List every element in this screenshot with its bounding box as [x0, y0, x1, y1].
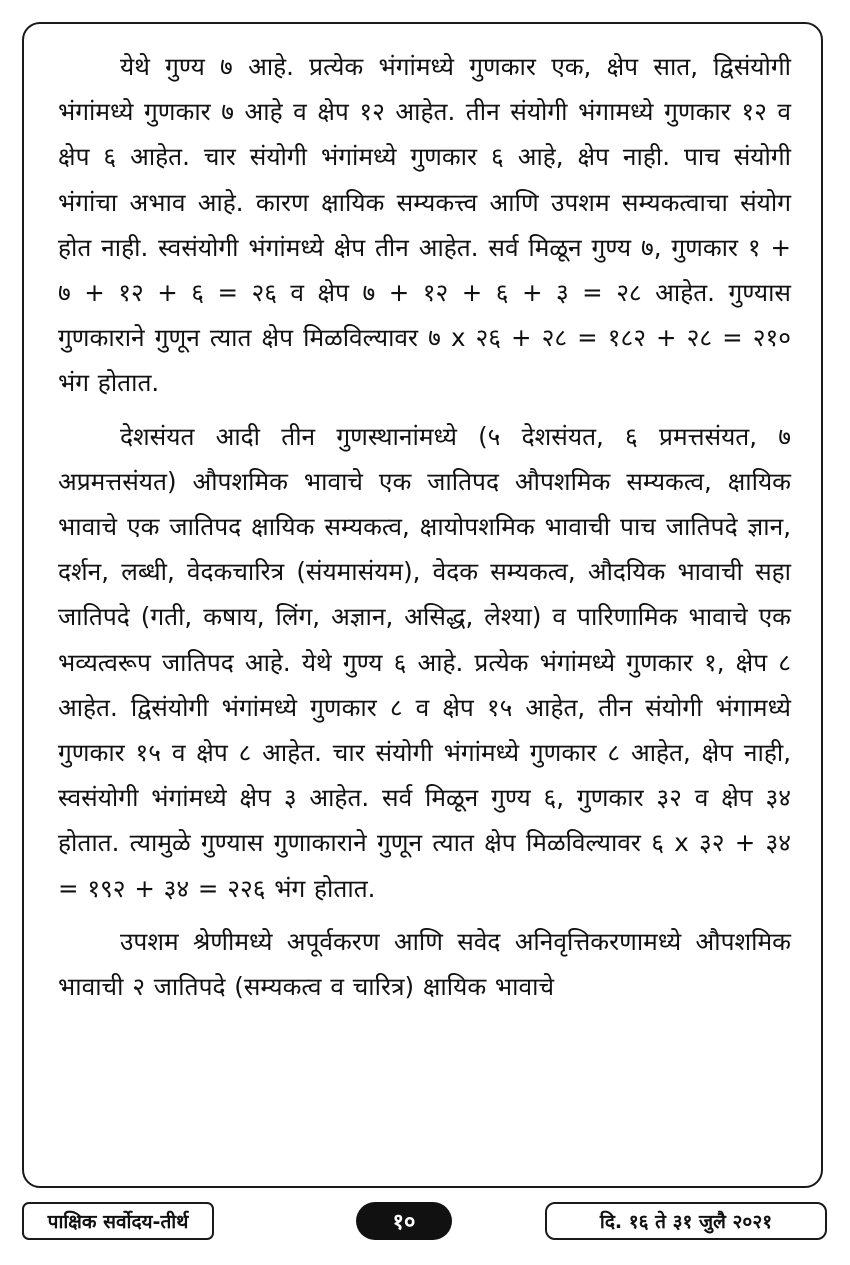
issue-date: दि. १६ ते ३१ जुलै २०२१: [545, 1202, 827, 1240]
paragraph-1: येथे गुण्य ७ आहे. प्रत्येक भंगांमध्ये गुणकार एक, क्षेप सात, द्विसंयोगी भंगांमध्ये गुणकार ७ आहे व क्षेप १२ आहेत. तीन संयोगी भंगामध्ये गुणकार १२ व क्षेप ६ आहेत. चार संयोगी भंगांमध्ये गुणकार ६ आहे, क्षेप नाही. पाच संयोगी भंगांचा अभाव आहे. कारण क्षायिक सम्यकत्त्व आणि उपशम सम्यकत्वाचा संयोग होत नाही. स्वसंयोगी भंगांमध्ये क्षेप तीन आहेत. सर्व मिळून गुण्य ७, गुणकार १ + ७ + १२ + ६ = २६ व क्षेप ७ + १२ + ६ + ३ = २८ आहेत. गुण्यास गुणकाराने गुणून त्यात क्षेप मिळविल्यावर ७ x २६ + २८ = १८२ + २८ = २१० भंग होतात.: [58, 52, 791, 398]
publication-name: पाक्षिक सर्वोदय-तीर्थ: [22, 1202, 214, 1240]
paragraph-3: उपशम श्रेणीमध्ये अपूर्वकरण आणि सवेद अनिवृत्तिकरणामध्ये औपशमिक भावाची २ जातिपदे (सम्यकत्व व चारित्र) क्षायिक भावाचे: [58, 926, 791, 1002]
paragraph-2: देशसंयत आदी तीन गुणस्थानांमध्ये (५ देशसंयत, ६ प्रमत्तसंयत, ७ अप्रमत्तसंयत) औपशमिक भावाचे एक जातिपद औपशमिक सम्यकत्व, क्षायिक भावाचे एक जातिपद क्षायिक सम्यकत्व, क्षायोपशमिक भावाची पाच जातिपदे ज्ञान, दर्शन, लब्धी, वेदकचारित्र (संयमासंयम), वेदक सम्यकत्व, औदयिक भावाची सहा जातिपदे (गती, कषाय, लिंग, अज्ञान, असिद्ध, लेश्या) व पारिणामिक भावाचे एक भव्यत्वरूप जातिपद आहे. येथे गुण्य ६ आहे. प्रत्येक भंगांमध्ये गुणकार १, क्षेप ८ आहेत. द्विसंयोगी भंगांमध्ये गुणकार ८ व क्षेप १५ आहेत, तीन संयोगी भंगामध्ये गुणकार १५ व क्षेप ८ आहेत. चार संयोगी भंगांमध्ये गुणकार ८ आहेत, क्षेप नाही, स्वसंयोगी भंगांमध्ये क्षेप ३ आहेत. सर्व मिळून गुण्य ६, गुणकार ३२ व क्षेप ३४ होतात. त्यामुळे गुण्यास गुणाकाराने गुणून त्यात क्षेप मिळविल्यावर ६ x ३२ + ३४ = १९२ + ३४ = २२६ भंग होतात.: [58, 421, 791, 903]
page-border: [22, 22, 823, 1188]
article-body: [58, 44, 791, 1009]
page-number: १०: [356, 1202, 452, 1240]
page-footer: [22, 1202, 827, 1242]
